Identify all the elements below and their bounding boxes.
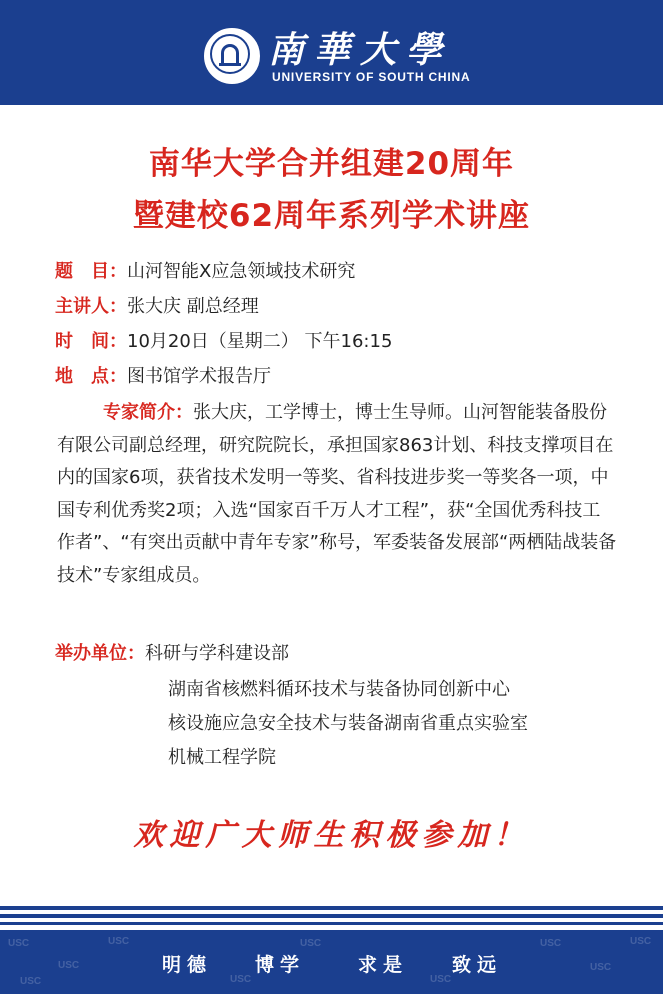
- motto-word: 明德: [162, 954, 213, 976]
- organizer-unit: 湖南省核燃料循环技术与装备协同创新中心: [168, 679, 510, 700]
- watermark: USC: [58, 960, 80, 971]
- watermark: USC: [300, 938, 322, 949]
- university-logo: [204, 26, 471, 88]
- info-label: 题 目：: [55, 261, 127, 282]
- motto-word: 致远: [452, 954, 503, 976]
- info-row-location: [55, 362, 271, 390]
- organizers-label: 举办单位：: [55, 643, 145, 664]
- info-label: 地 点：: [55, 366, 127, 387]
- organizer-unit: 机械工程学院: [168, 747, 276, 768]
- info-value: 山河智能X应急领域技术研究: [127, 261, 356, 282]
- organizer-unit: 核设施应急安全技术与装备湖南省重点实验室: [168, 713, 528, 734]
- university-name-cn: 南華大學: [268, 29, 453, 71]
- speaker-bio: [57, 397, 617, 592]
- divider-stripe: [0, 922, 663, 925]
- organizer-unit: 科研与学科建设部: [145, 643, 289, 664]
- organizers-label-row: [55, 639, 289, 665]
- info-value: 张大庆 副总经理: [127, 296, 259, 317]
- watermark: USC: [430, 974, 452, 985]
- divider-stripe: [0, 914, 663, 918]
- motto-word: 博学: [255, 954, 306, 976]
- university-seal-icon: [204, 28, 260, 84]
- footer-banner: [0, 930, 663, 994]
- watermark: USC: [230, 974, 252, 985]
- info-row-time: [55, 327, 392, 355]
- bio-text: 张大庆，工学博士，博士生导师。山河智能装备股份有限公司副总经理，研究院院长，承担国家863计划、科技支撑项目在内的国家6项，获省技术发明一等奖、省科技进步奖一等奖各一项，中国专利优秀奖2项；入选“国家百千万人才工程”，获“全国优秀科技工作者”、“有突出贡献中青年专家”称号，军委装备发展部“两栖陆战装备技术”专家组成员。: [57, 402, 617, 586]
- divider-stripe: [0, 906, 663, 910]
- welcome-slogan: 欢迎广大师生积极参加！: [133, 818, 530, 853]
- bio-label: 专家简介：: [103, 402, 193, 423]
- watermark: USC: [540, 938, 562, 949]
- watermark: USC: [630, 936, 652, 947]
- info-row-speaker: [55, 292, 259, 320]
- watermark: USC: [590, 962, 612, 973]
- info-value: 10月20日（星期二） 下午16:15: [127, 331, 393, 352]
- watermark: USC: [108, 936, 130, 947]
- poster-title-line2: 暨建校62周年系列学术讲座: [132, 198, 531, 234]
- poster-title-line1: 南华大学合并组建20周年: [148, 146, 515, 182]
- motto-word: 求是: [358, 954, 409, 976]
- header-banner: [0, 0, 663, 105]
- watermark: USC: [20, 976, 42, 987]
- info-value: 图书馆学术报告厅: [127, 366, 271, 387]
- university-name-en: UNIVERSITY OF SOUTH CHINA: [272, 70, 471, 84]
- watermark: USC: [8, 938, 30, 949]
- info-label: 时 间：: [55, 331, 127, 352]
- info-row-topic: [55, 257, 355, 285]
- info-label: 主讲人：: [55, 296, 127, 317]
